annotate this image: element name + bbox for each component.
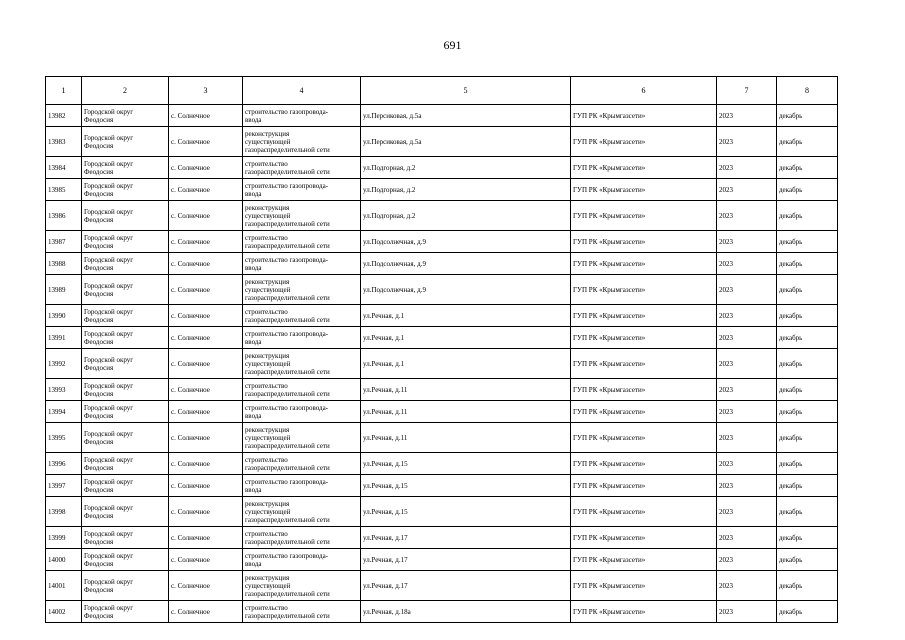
district-cell: Городской округ Феодосия bbox=[82, 305, 169, 327]
column-header: 4 bbox=[243, 77, 361, 105]
row-number: 13984 bbox=[46, 157, 82, 179]
table-row bbox=[46, 423, 838, 453]
row-number: 14001 bbox=[46, 571, 82, 601]
district-cell: Городской округ Феодосия bbox=[82, 179, 169, 201]
settlement-cell: с. Солнечное bbox=[169, 201, 243, 231]
month-cell: декабрь bbox=[777, 305, 838, 327]
year-cell: 2023 bbox=[717, 423, 777, 453]
month-cell: декабрь bbox=[777, 423, 838, 453]
address-cell: ул.Персиковая, д.5а bbox=[361, 105, 571, 127]
row-number: 13999 bbox=[46, 527, 82, 549]
year-cell: 2023 bbox=[717, 275, 777, 305]
work-type-cell: строительство газораспределительной сети bbox=[243, 601, 361, 623]
district-cell: Городской округ Феодосия bbox=[82, 157, 169, 179]
district-cell: Городской округ Феодосия bbox=[82, 327, 169, 349]
year-cell: 2023 bbox=[717, 475, 777, 497]
month-cell: декабрь bbox=[777, 231, 838, 253]
settlement-cell: с. Солнечное bbox=[169, 379, 243, 401]
operator-cell: ГУП РК «Крымгазсети» bbox=[571, 179, 717, 201]
year-cell: 2023 bbox=[717, 349, 777, 379]
operator-cell: ГУП РК «Крымгазсети» bbox=[571, 253, 717, 275]
table-body bbox=[46, 105, 838, 623]
district-cell: Городской округ Феодосия bbox=[82, 105, 169, 127]
address-cell: ул.Речная, д.18а bbox=[361, 601, 571, 623]
address-cell: ул.Речная, д.17 bbox=[361, 549, 571, 571]
settlement-cell: с. Солнечное bbox=[169, 549, 243, 571]
column-header: 6 bbox=[571, 77, 717, 105]
address-cell: ул.Речная, д.1 bbox=[361, 349, 571, 379]
work-type-cell: реконструкция существующей газораспределительной сети bbox=[243, 201, 361, 231]
address-cell: ул.Подсолнечная, д.9 bbox=[361, 275, 571, 305]
address-cell: ул.Подсолнечная, д.9 bbox=[361, 231, 571, 253]
year-cell: 2023 bbox=[717, 527, 777, 549]
year-cell: 2023 bbox=[717, 127, 777, 157]
year-cell: 2023 bbox=[717, 231, 777, 253]
month-cell: декабрь bbox=[777, 571, 838, 601]
table-row bbox=[46, 327, 838, 349]
settlement-cell: с. Солнечное bbox=[169, 601, 243, 623]
year-cell: 2023 bbox=[717, 497, 777, 527]
row-number: 13994 bbox=[46, 401, 82, 423]
month-cell: декабрь bbox=[777, 349, 838, 379]
operator-cell: ГУП РК «Крымгазсети» bbox=[571, 105, 717, 127]
address-cell: ул.Речная, д.15 bbox=[361, 475, 571, 497]
table-header-row bbox=[46, 77, 838, 105]
year-cell: 2023 bbox=[717, 157, 777, 179]
operator-cell: ГУП РК «Крымгазсети» bbox=[571, 127, 717, 157]
column-header: 7 bbox=[717, 77, 777, 105]
settlement-cell: с. Солнечное bbox=[169, 475, 243, 497]
column-header: 5 bbox=[361, 77, 571, 105]
district-cell: Городской округ Феодосия bbox=[82, 401, 169, 423]
work-type-cell: строительство газораспределительной сети bbox=[243, 305, 361, 327]
row-number: 13995 bbox=[46, 423, 82, 453]
year-cell: 2023 bbox=[717, 379, 777, 401]
settlement-cell: с. Солнечное bbox=[169, 231, 243, 253]
district-cell: Городской округ Феодосия bbox=[82, 475, 169, 497]
settlement-cell: с. Солнечное bbox=[169, 453, 243, 475]
operator-cell: ГУП РК «Крымгазсети» bbox=[571, 497, 717, 527]
year-cell: 2023 bbox=[717, 179, 777, 201]
year-cell: 2023 bbox=[717, 327, 777, 349]
settlement-cell: с. Солнечное bbox=[169, 497, 243, 527]
work-type-cell: строительство газопровода- ввода bbox=[243, 401, 361, 423]
year-cell: 2023 bbox=[717, 253, 777, 275]
table-row bbox=[46, 379, 838, 401]
month-cell: декабрь bbox=[777, 105, 838, 127]
operator-cell: ГУП РК «Крымгазсети» bbox=[571, 201, 717, 231]
table-row bbox=[46, 305, 838, 327]
district-cell: Городской округ Феодосия bbox=[82, 571, 169, 601]
district-cell: Городской округ Феодосия bbox=[82, 601, 169, 623]
table-row bbox=[46, 527, 838, 549]
settlement-cell: с. Солнечное bbox=[169, 157, 243, 179]
work-type-cell: строительство газопровода- ввода bbox=[243, 105, 361, 127]
address-cell: ул.Подсолнечная, д.9 bbox=[361, 253, 571, 275]
work-type-cell: строительство газораспределительной сети bbox=[243, 231, 361, 253]
table-row bbox=[46, 401, 838, 423]
operator-cell: ГУП РК «Крымгазсети» bbox=[571, 305, 717, 327]
district-cell: Городской округ Феодосия bbox=[82, 127, 169, 157]
settlement-cell: с. Солнечное bbox=[169, 253, 243, 275]
district-cell: Городской округ Феодосия bbox=[82, 201, 169, 231]
table-row bbox=[46, 549, 838, 571]
work-type-cell: строительство газопровода- ввода bbox=[243, 475, 361, 497]
address-cell: ул.Речная, д.15 bbox=[361, 497, 571, 527]
district-cell: Городской округ Феодосия bbox=[82, 253, 169, 275]
work-type-cell: строительство газопровода- ввода bbox=[243, 327, 361, 349]
work-type-cell: реконструкция существующей газораспределительной сети bbox=[243, 127, 361, 157]
month-cell: декабрь bbox=[777, 601, 838, 623]
work-type-cell: строительство газораспределительной сети bbox=[243, 379, 361, 401]
operator-cell: ГУП РК «Крымгазсети» bbox=[571, 231, 717, 253]
year-cell: 2023 bbox=[717, 453, 777, 475]
settlement-cell: с. Солнечное bbox=[169, 327, 243, 349]
table-row bbox=[46, 253, 838, 275]
month-cell: декабрь bbox=[777, 179, 838, 201]
operator-cell: ГУП РК «Крымгазсети» bbox=[571, 601, 717, 623]
month-cell: декабрь bbox=[777, 379, 838, 401]
month-cell: декабрь bbox=[777, 549, 838, 571]
column-header: 8 bbox=[777, 77, 838, 105]
row-number: 13997 bbox=[46, 475, 82, 497]
address-cell: ул.Речная, д.15 bbox=[361, 453, 571, 475]
address-cell: ул.Речная, д.11 bbox=[361, 379, 571, 401]
settlement-cell: с. Солнечное bbox=[169, 305, 243, 327]
operator-cell: ГУП РК «Крымгазсети» bbox=[571, 549, 717, 571]
month-cell: декабрь bbox=[777, 401, 838, 423]
settlement-cell: с. Солнечное bbox=[169, 571, 243, 601]
operator-cell: ГУП РК «Крымгазсети» bbox=[571, 379, 717, 401]
district-cell: Городской округ Феодосия bbox=[82, 231, 169, 253]
address-cell: ул.Речная, д.11 bbox=[361, 401, 571, 423]
address-cell: ул.Подгорная, д.2 bbox=[361, 201, 571, 231]
work-type-cell: реконструкция существующей газораспределительной сети bbox=[243, 571, 361, 601]
district-cell: Городской округ Феодосия bbox=[82, 549, 169, 571]
address-cell: ул.Речная, д.17 bbox=[361, 527, 571, 549]
settlement-cell: с. Солнечное bbox=[169, 349, 243, 379]
row-number: 13987 bbox=[46, 231, 82, 253]
address-cell: ул.Речная, д.1 bbox=[361, 305, 571, 327]
row-number: 13990 bbox=[46, 305, 82, 327]
operator-cell: ГУП РК «Крымгазсети» bbox=[571, 349, 717, 379]
district-cell: Городской округ Феодосия bbox=[82, 453, 169, 475]
work-type-cell: строительство газораспределительной сети bbox=[243, 527, 361, 549]
row-number: 13983 bbox=[46, 127, 82, 157]
district-cell: Городской округ Феодосия bbox=[82, 379, 169, 401]
year-cell: 2023 bbox=[717, 201, 777, 231]
work-type-cell: строительство газораспределительной сети bbox=[243, 453, 361, 475]
operator-cell: ГУП РК «Крымгазсети» bbox=[571, 401, 717, 423]
year-cell: 2023 bbox=[717, 305, 777, 327]
operator-cell: ГУП РК «Крымгазсети» bbox=[571, 327, 717, 349]
table-row bbox=[46, 475, 838, 497]
operator-cell: ГУП РК «Крымгазсети» bbox=[571, 157, 717, 179]
table-row bbox=[46, 275, 838, 305]
work-type-cell: реконструкция существующей газораспределительной сети bbox=[243, 497, 361, 527]
table-row bbox=[46, 179, 838, 201]
settlement-cell: с. Солнечное bbox=[169, 179, 243, 201]
address-cell: ул.Подгорная, д.2 bbox=[361, 179, 571, 201]
table-row bbox=[46, 231, 838, 253]
row-number: 13996 bbox=[46, 453, 82, 475]
row-number: 13989 bbox=[46, 275, 82, 305]
month-cell: декабрь bbox=[777, 127, 838, 157]
work-type-cell: реконструкция существующей газораспределительной сети bbox=[243, 275, 361, 305]
row-number: 13985 bbox=[46, 179, 82, 201]
page-number: 691 bbox=[443, 38, 462, 52]
district-cell: Городской округ Феодосия bbox=[82, 527, 169, 549]
settlement-cell: с. Солнечное bbox=[169, 527, 243, 549]
settlement-cell: с. Солнечное bbox=[169, 401, 243, 423]
table-row bbox=[46, 201, 838, 231]
row-number: 13998 bbox=[46, 497, 82, 527]
month-cell: декабрь bbox=[777, 453, 838, 475]
month-cell: декабрь bbox=[777, 527, 838, 549]
year-cell: 2023 bbox=[717, 105, 777, 127]
table-row bbox=[46, 571, 838, 601]
row-number: 13992 bbox=[46, 349, 82, 379]
settlement-cell: с. Солнечное bbox=[169, 275, 243, 305]
table-row bbox=[46, 127, 838, 157]
month-cell: декабрь bbox=[777, 253, 838, 275]
operator-cell: ГУП РК «Крымгазсети» bbox=[571, 571, 717, 601]
gas-network-registry-table bbox=[45, 76, 838, 623]
month-cell: декабрь bbox=[777, 201, 838, 231]
settlement-cell: с. Солнечное bbox=[169, 423, 243, 453]
table-row bbox=[46, 105, 838, 127]
month-cell: декабрь bbox=[777, 475, 838, 497]
row-number: 14000 bbox=[46, 549, 82, 571]
address-cell: ул.Речная, д.17 bbox=[361, 571, 571, 601]
year-cell: 2023 bbox=[717, 601, 777, 623]
district-cell: Городской округ Феодосия bbox=[82, 423, 169, 453]
row-number: 13986 bbox=[46, 201, 82, 231]
settlement-cell: с. Солнечное bbox=[169, 127, 243, 157]
work-type-cell: строительство газопровода- ввода bbox=[243, 549, 361, 571]
district-cell: Городской округ Феодосия bbox=[82, 275, 169, 305]
address-cell: ул.Персиковая, д.5а bbox=[361, 127, 571, 157]
month-cell: декабрь bbox=[777, 157, 838, 179]
operator-cell: ГУП РК «Крымгазсети» bbox=[571, 475, 717, 497]
column-header: 3 bbox=[169, 77, 243, 105]
operator-cell: ГУП РК «Крымгазсети» bbox=[571, 453, 717, 475]
work-type-cell: реконструкция существующей газораспределительной сети bbox=[243, 349, 361, 379]
month-cell: декабрь bbox=[777, 497, 838, 527]
row-number: 13991 bbox=[46, 327, 82, 349]
work-type-cell: строительство газопровода- ввода bbox=[243, 179, 361, 201]
row-number: 13988 bbox=[46, 253, 82, 275]
district-cell: Городской округ Феодосия bbox=[82, 349, 169, 379]
table-row bbox=[46, 497, 838, 527]
table-row bbox=[46, 601, 838, 623]
month-cell: декабрь bbox=[777, 327, 838, 349]
column-header: 2 bbox=[82, 77, 169, 105]
year-cell: 2023 bbox=[717, 549, 777, 571]
operator-cell: ГУП РК «Крымгазсети» bbox=[571, 423, 717, 453]
work-type-cell: строительство газопровода- ввода bbox=[243, 253, 361, 275]
row-number: 13982 bbox=[46, 105, 82, 127]
row-number: 13993 bbox=[46, 379, 82, 401]
month-cell: декабрь bbox=[777, 275, 838, 305]
address-cell: ул.Речная, д.1 bbox=[361, 327, 571, 349]
address-cell: ул.Подгорная, д.2 bbox=[361, 157, 571, 179]
operator-cell: ГУП РК «Крымгазсети» bbox=[571, 527, 717, 549]
table-row bbox=[46, 157, 838, 179]
table-row bbox=[46, 349, 838, 379]
year-cell: 2023 bbox=[717, 571, 777, 601]
district-cell: Городской округ Феодосия bbox=[82, 497, 169, 527]
work-type-cell: реконструкция существующей газораспределительной сети bbox=[243, 423, 361, 453]
address-cell: ул.Речная, д.11 bbox=[361, 423, 571, 453]
work-type-cell: строительство газораспределительной сети bbox=[243, 157, 361, 179]
column-header: 1 bbox=[46, 77, 82, 105]
table-row bbox=[46, 453, 838, 475]
row-number: 14002 bbox=[46, 601, 82, 623]
year-cell: 2023 bbox=[717, 401, 777, 423]
operator-cell: ГУП РК «Крымгазсети» bbox=[571, 275, 717, 305]
settlement-cell: с. Солнечное bbox=[169, 105, 243, 127]
